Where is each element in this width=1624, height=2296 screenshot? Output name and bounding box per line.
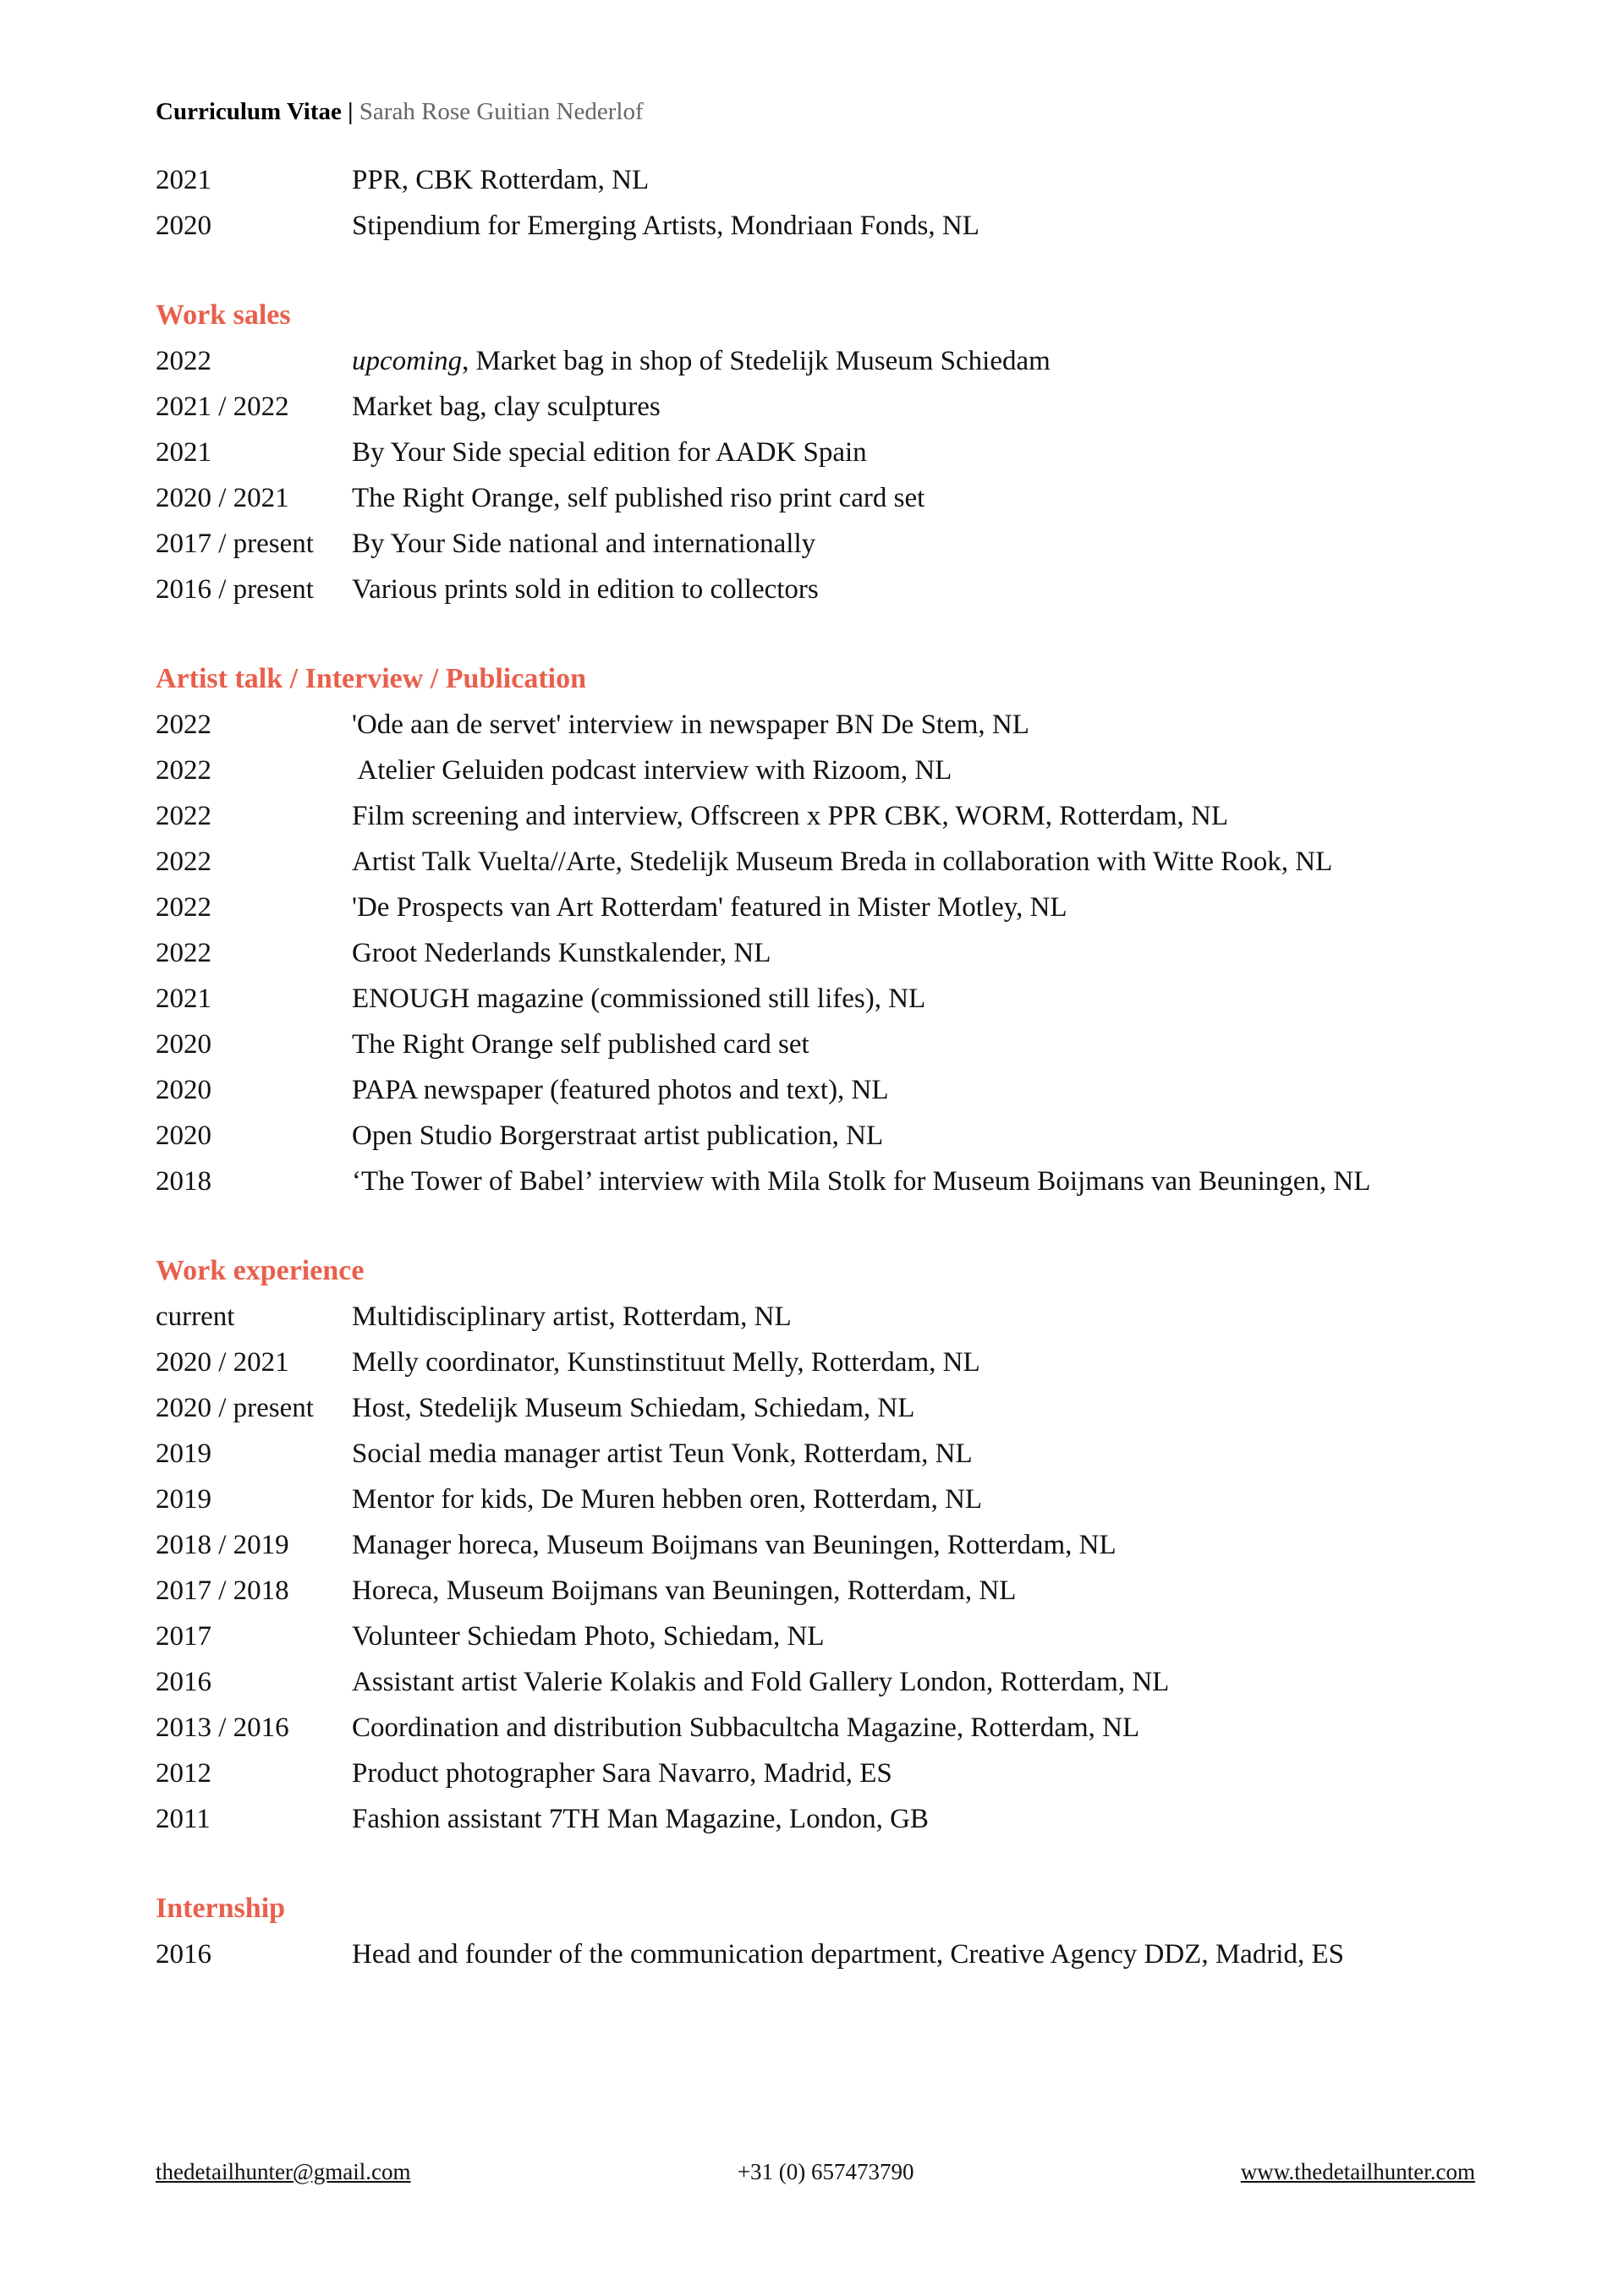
entry-year: 2022 xyxy=(156,346,211,376)
list-item xyxy=(156,793,1475,839)
entry-year: 2020 / present xyxy=(156,1393,314,1423)
list-item xyxy=(156,475,1475,521)
entry-text: Film screening and interview, Offscreen x PPR CBK, WORM, Rotterdam, NL xyxy=(352,801,1229,831)
list-item xyxy=(156,839,1475,885)
entry-text: Atelier Geluiden podcast interview with Rizoom, NL xyxy=(352,755,952,786)
entry-year: 2017 / present xyxy=(156,529,314,559)
page-footer xyxy=(156,2155,1475,2189)
list-item xyxy=(156,1340,1475,1385)
author-name: Sarah Rose Guitian Nederlof xyxy=(359,98,644,125)
entry-year: current xyxy=(156,1301,235,1332)
entry-year: 2020 xyxy=(156,211,211,241)
list-item xyxy=(156,1477,1475,1522)
list-item xyxy=(156,384,1475,430)
list-item xyxy=(156,702,1475,748)
entry-year: 2013 / 2016 xyxy=(156,1712,289,1743)
entry-text: Assistant artist Valerie Kolakis and Fold Gallery London, Rotterdam, NL xyxy=(352,1667,1170,1697)
work-experience-section xyxy=(156,1248,1475,1842)
list-item xyxy=(156,1796,1475,1842)
entry-text: Groot Nederlands Kunstkalender, NL xyxy=(352,938,771,968)
entry-text: Volunteer Schiedam Photo, Schiedam, NL xyxy=(352,1621,825,1652)
entry-text: The Right Orange self published card set xyxy=(352,1029,809,1060)
entry-text: PAPA newspaper (featured photos and text), NL xyxy=(352,1075,889,1105)
entry-year: 2022 xyxy=(156,892,211,923)
section-heading: Work experience xyxy=(156,1255,365,1286)
list-item xyxy=(156,1385,1475,1431)
entry-year: 2020 / 2021 xyxy=(156,1347,289,1378)
entry-text: Stipendium for Emerging Artists, Mondriaan Fonds, NL xyxy=(352,211,979,241)
entry-text: 'Ode aan de servet' interview in newspaper BN De Stem, NL xyxy=(352,710,1029,740)
list-item xyxy=(156,430,1475,475)
entry-text: By Your Side special edition for AADK Spain xyxy=(352,437,867,468)
list-item xyxy=(156,885,1475,930)
entry-text: Open Studio Borgerstraat artist publication, NL xyxy=(352,1121,884,1151)
entry-year: 2022 xyxy=(156,847,211,877)
list-item xyxy=(156,1113,1475,1159)
list-item xyxy=(156,1932,1475,1977)
entry-year: 2018 / 2019 xyxy=(156,1530,289,1560)
list-item xyxy=(156,338,1475,384)
website-link[interactable]: www.thedetailhunter.com xyxy=(1240,2159,1475,2184)
entry-text: Various prints sold in edition to collectors xyxy=(352,574,819,605)
entry-year: 2018 xyxy=(156,1166,211,1197)
phone-number: +31 (0) 657473790 xyxy=(737,2159,914,2184)
entry-text: Product photographer Sara Navarro, Madrid, ES xyxy=(352,1758,892,1789)
list-item xyxy=(156,1659,1475,1705)
entry-year: 2022 xyxy=(156,938,211,968)
list-item xyxy=(156,567,1475,612)
entry-text: Multidisciplinary artist, Rotterdam, NL xyxy=(352,1301,792,1332)
section-heading: Work sales xyxy=(156,299,291,331)
entry-text: Social media manager artist Teun Vonk, Rotterdam, NL xyxy=(352,1438,973,1469)
list-item xyxy=(156,521,1475,567)
entry-text: Horeca, Museum Boijmans van Beuningen, Rotterdam, NL xyxy=(352,1575,1017,1606)
work-sales-section xyxy=(156,293,1475,612)
entry-year: 2020 / 2021 xyxy=(156,483,289,513)
entry-text: The Right Orange, self published riso print card set xyxy=(352,483,925,513)
list-item xyxy=(156,203,1475,249)
entry-year: 2016 xyxy=(156,1939,211,1970)
entry-year: 2022 xyxy=(156,801,211,831)
entry-text: Coordination and distribution Subbacultcha Magazine, Rotterdam, NL xyxy=(352,1712,1140,1743)
entry-text: Melly coordinator, Kunstinstituut Melly, Rotterdam, NL xyxy=(352,1347,980,1378)
email-link[interactable]: thedetailhunter@gmail.com xyxy=(156,2159,411,2184)
list-item xyxy=(156,1568,1475,1614)
entry-text: Artist Talk Vuelta//Arte, Stedelijk Museum Breda in collaboration with Witte Rook, NL xyxy=(352,847,1333,877)
entry-year: 2019 xyxy=(156,1438,211,1469)
entry-text: Host, Stedelijk Museum Schiedam, Schiedam, NL xyxy=(352,1393,915,1423)
entry-year: 2020 xyxy=(156,1075,211,1105)
entry-year: 2021 xyxy=(156,165,211,195)
section-heading: Internship xyxy=(156,1893,286,1924)
list-item xyxy=(156,1751,1475,1796)
document-header xyxy=(156,95,1475,129)
entry-year: 2021 / 2022 xyxy=(156,392,289,422)
intro-section xyxy=(156,157,1475,249)
entry-year: 2016 / present xyxy=(156,574,314,605)
list-item xyxy=(156,1522,1475,1568)
list-item xyxy=(156,1614,1475,1659)
list-item xyxy=(156,748,1475,793)
entry-text: PPR, CBK Rotterdam, NL xyxy=(352,165,650,195)
entry-text: ‘The Tower of Babel’ interview with Mila Stolk for Museum Boijmans van Beuningen, NL xyxy=(352,1166,1371,1197)
list-item xyxy=(156,157,1475,203)
list-item xyxy=(156,1705,1475,1751)
entry-text-rest: , Market bag in shop of Stedelijk Museum Schiedam xyxy=(462,346,1051,376)
entry-italic-text: upcoming xyxy=(352,346,463,376)
entry-text: ENOUGH magazine (commissioned still lifes), NL xyxy=(352,984,926,1014)
entry-year: 2017 xyxy=(156,1621,211,1652)
title-separator: | xyxy=(348,98,354,125)
entry-text: Head and founder of the communication department, Creative Agency DDZ, Madrid, ES xyxy=(352,1939,1344,1970)
list-item xyxy=(156,1294,1475,1340)
entry-year: 2022 xyxy=(156,755,211,786)
list-item xyxy=(156,1067,1475,1113)
artist-talk-section xyxy=(156,656,1475,1204)
entry-year: 2020 xyxy=(156,1029,211,1060)
list-item xyxy=(156,976,1475,1022)
entry-text: By Your Side national and internationally xyxy=(352,529,816,559)
list-item xyxy=(156,1022,1475,1067)
entry-year: 2016 xyxy=(156,1667,211,1697)
entry-text: 'De Prospects van Art Rotterdam' featured in Mister Motley, NL xyxy=(352,892,1067,923)
entry-year: 2011 xyxy=(156,1804,211,1834)
entry-year: 2020 xyxy=(156,1121,211,1151)
document-title: Curriculum Vitae xyxy=(156,98,342,125)
entry-year: 2012 xyxy=(156,1758,211,1789)
internship-section xyxy=(156,1886,1475,1977)
list-item xyxy=(156,1159,1475,1204)
entry-year: 2022 xyxy=(156,710,211,740)
list-item xyxy=(156,930,1475,976)
entry-year: 2021 xyxy=(156,984,211,1014)
cv-page xyxy=(156,95,1475,2021)
entry-text: Market bag, clay sculptures xyxy=(352,392,661,422)
entry-text: Mentor for kids, De Muren hebben oren, Rotterdam, NL xyxy=(352,1484,983,1515)
entry-text: Manager horeca, Museum Boijmans van Beuningen, Rotterdam, NL xyxy=(352,1530,1116,1560)
entry-text xyxy=(352,338,1475,384)
list-item xyxy=(156,1431,1475,1477)
entry-year: 2017 / 2018 xyxy=(156,1575,289,1606)
entry-year: 2019 xyxy=(156,1484,211,1515)
entry-text: Fashion assistant 7TH Man Magazine, London, GB xyxy=(352,1804,929,1834)
entry-year: 2021 xyxy=(156,437,211,468)
section-heading: Artist talk / Interview / Publication xyxy=(156,663,587,694)
